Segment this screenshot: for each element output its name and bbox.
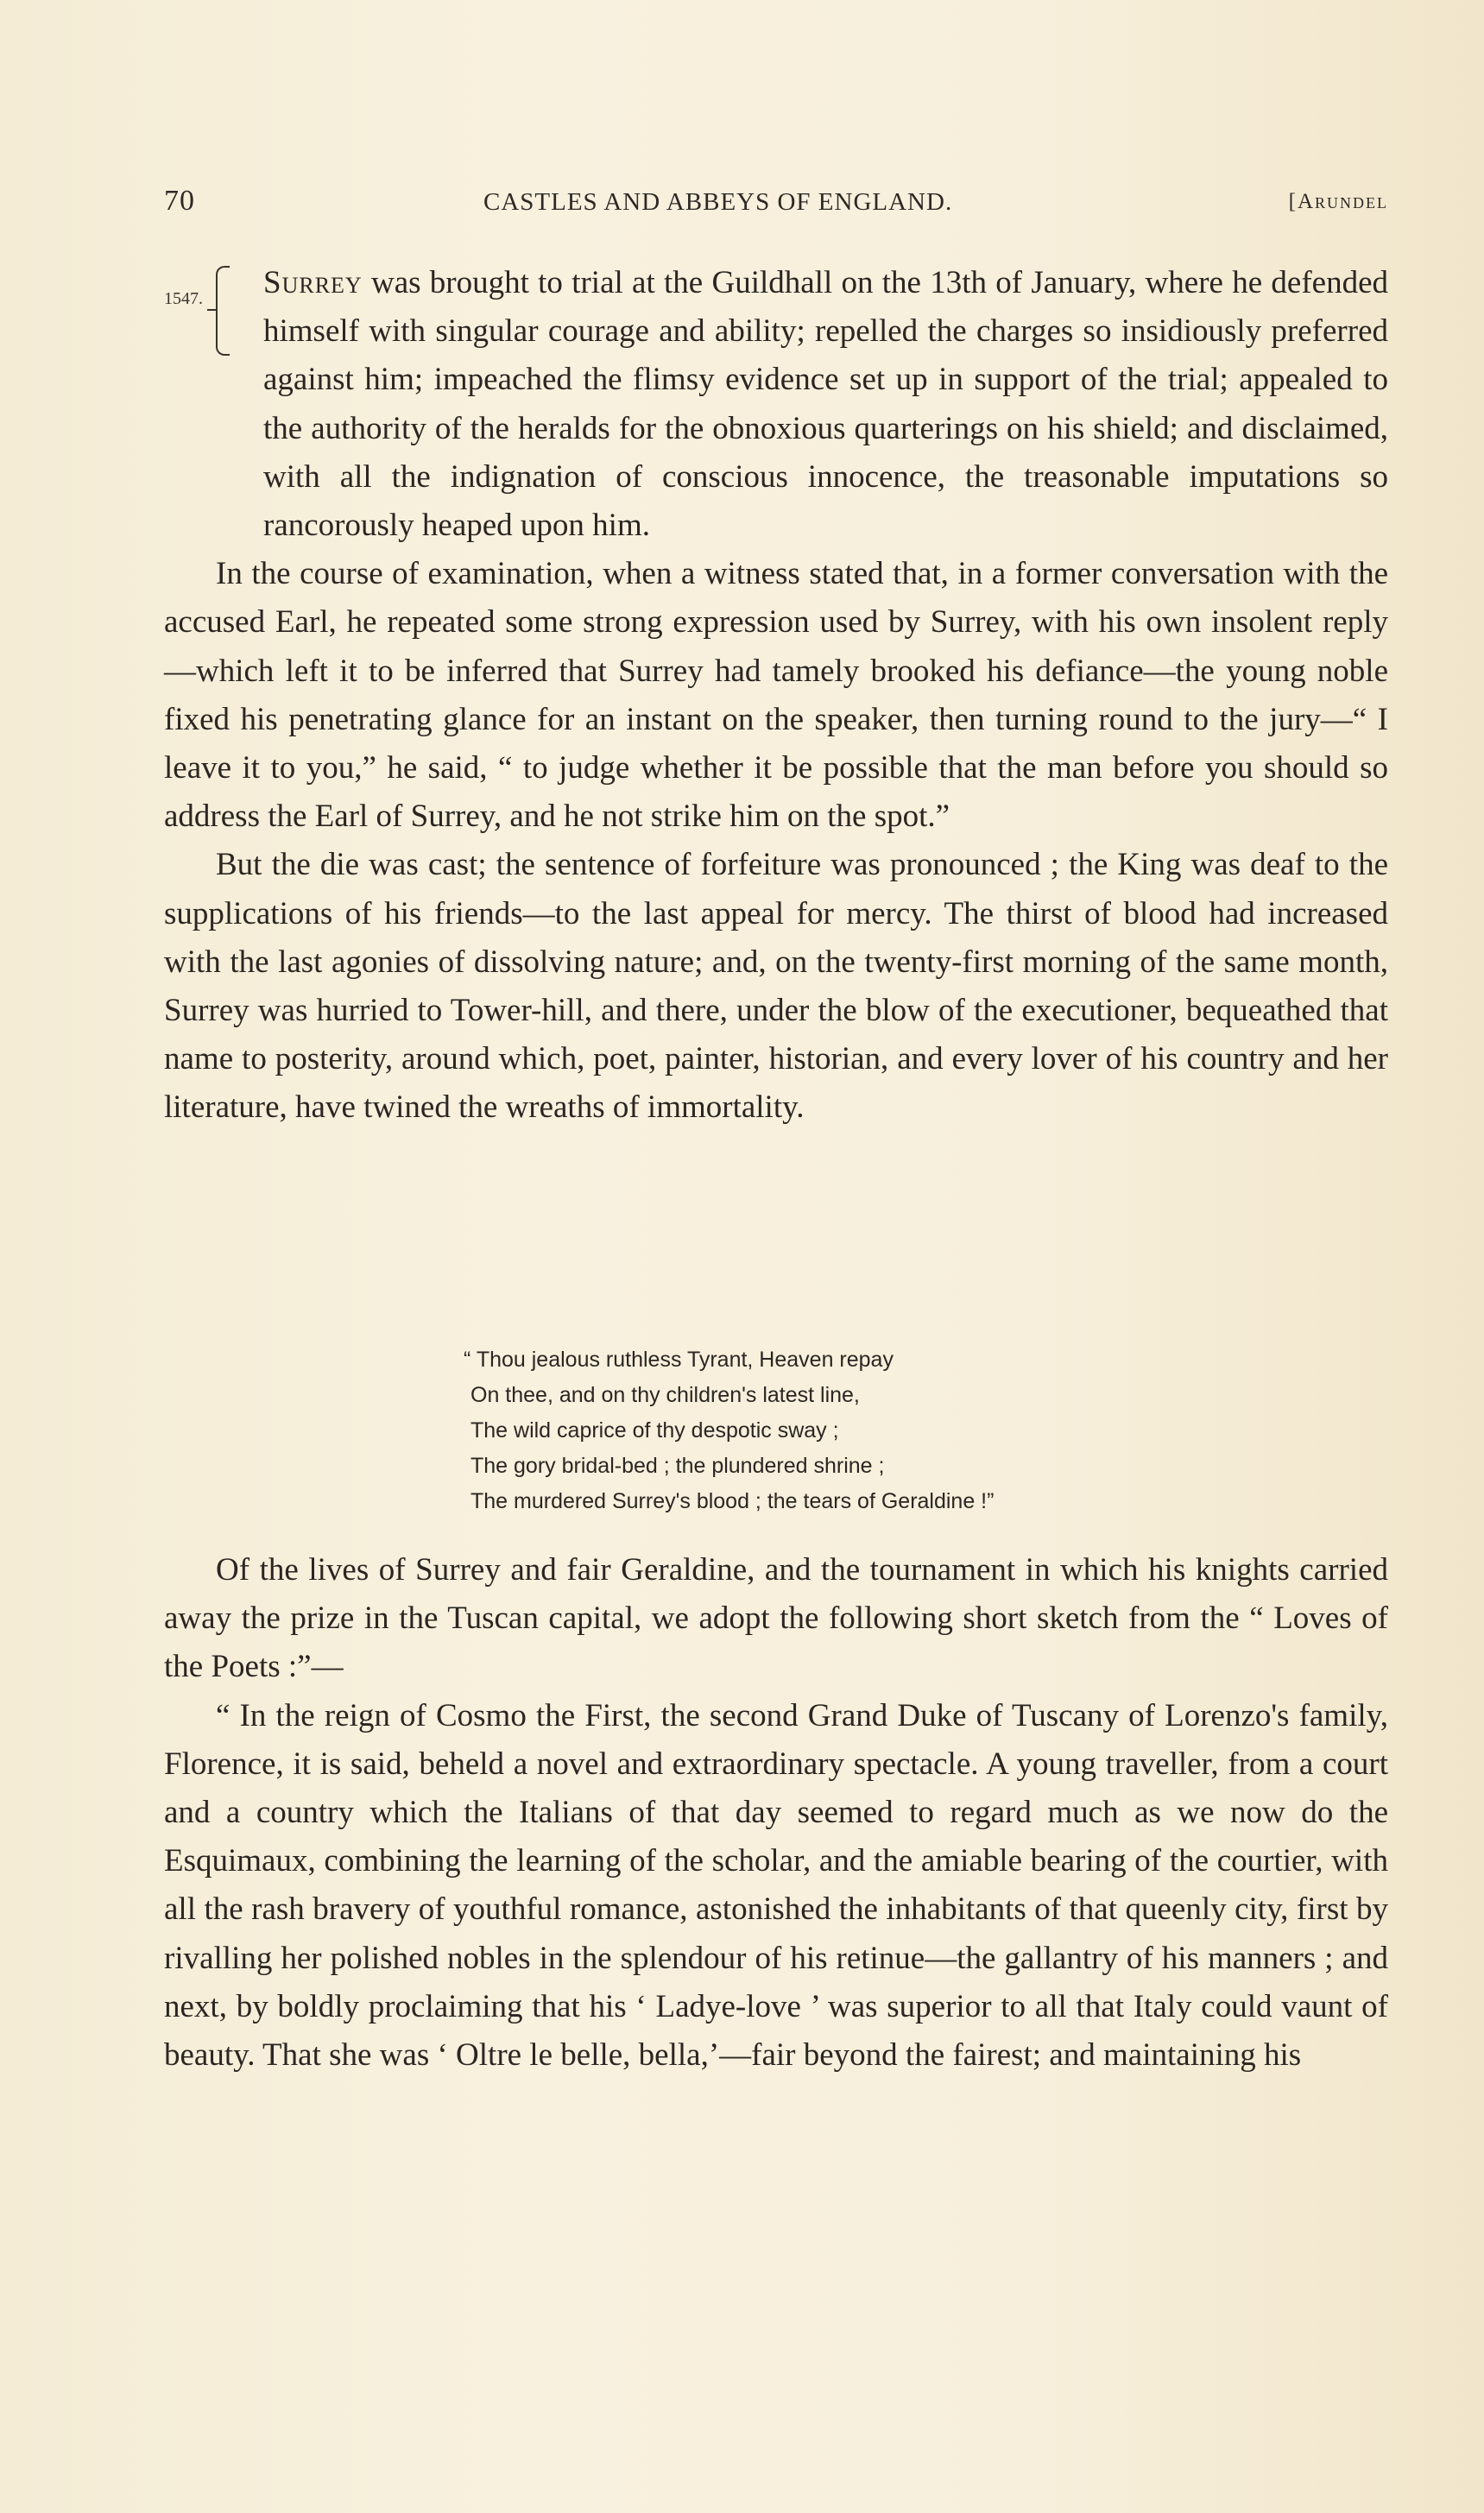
body-text-upper [164, 259, 1388, 1133]
poem-line: On thee, and on thy children's latest line, [470, 1383, 860, 1407]
page-number: 70 [164, 185, 195, 217]
margin-date: 1547. [164, 289, 203, 308]
poem-line: The gory bridal-bed ; the plundered shrine ; [470, 1454, 885, 1478]
paragraph-5: “ In the reign of Cosmo the First, the second Grand Duke of Tuscany of Lorenzo's family, Florence, it is said, beheld a novel and extraordinary spectacle. A young traveller, from a court and a country which the Italians of that day seemed to regard much as we now do the Esquimaux, combining the learning of the scholar, and the amiable bearing of the courtier, with all the rash bravery of youthful romance, astonished the inhabitants of that queenly city, first by rivalling her polished nobles in the splendour of his retinue—the gallantry of his manners ; and next, by boldly proclaiming that his ‘ Ladye-love ’ was superior to all that Italy could vaunt of beauty. That she was ‘ Oltre le belle, bella,’—fair beyond the fairest; and maintaining his [164, 1697, 1388, 2074]
paragraph-2: In the course of examination, when a witness stated that, in a former conversation with the accused Earl, he repeated some strong expression used by Surrey, with his own insolent reply—which left it to be inferred that Surrey had tamely brooked his defiance—the young noble fixed his penetrating glance for an instant on the speaker, then turning round to the jury—“ I leave it to you,” he said, “ to judge whether it be possible that the man before you should so address the Earl of Surrey, and he not strike him on the spot.” [164, 556, 1388, 835]
paragraph-1 [164, 259, 1388, 550]
paragraph-3: But the die was cast; the sentence of forfeiture was pronounced ; the King was deaf to the supplications of his friends—to the last appeal for mercy. The thirst of blood had increased with the last agonies of dissolving nature; and, on the twenty-first morning of the same month, Surrey was hurried to Tower-hill, and there, under the blow of the executioner, bequeathed that name to posterity, around which, poet, painter, historian, and every lover of his country and her literature, have twined the wreaths of immortality. [164, 847, 1388, 1126]
paragraph-4: Of the lives of Surrey and fair Geraldine, and the tournament in which his knights carried away the prize in the Tuscan capital, we adopt the following short sketch from the “ Loves of the Poets :”— [164, 1552, 1388, 1685]
poem-quotation [464, 1342, 995, 1519]
running-head [164, 185, 1388, 219]
poem-line: “ Thou jealous ruthless Tyrant, Heaven repay [464, 1348, 894, 1372]
paragraph-1-body: was brought to trial at the Guildhall on the 13th of January, where he defended himself with singular courage and ability; repelled the charges so insidiously preferred against him; impeached the flimsy evidence set up in support of the trial; appealed to the authority of the heralds for the obnoxious quarterings on his shield; and disclaimed, with all the indignation of conscious innocence, the treasonable imputations so rancorously heaped upon him. [263, 265, 1388, 544]
paragraph-1-text [164, 259, 1388, 550]
margin-brace [216, 266, 230, 356]
section-marker: [Arundel [1288, 190, 1388, 213]
running-title: CASTLES AND ABBEYS OF ENGLAND. [483, 188, 953, 216]
poem-line: The wild caprice of thy despotic sway ; [470, 1418, 839, 1443]
lead-word: Surrey [263, 265, 363, 300]
body-text-lower [164, 1546, 1388, 2080]
poem-line: The murdered Surrey's blood ; the tears of Geraldine !” [470, 1489, 995, 1513]
